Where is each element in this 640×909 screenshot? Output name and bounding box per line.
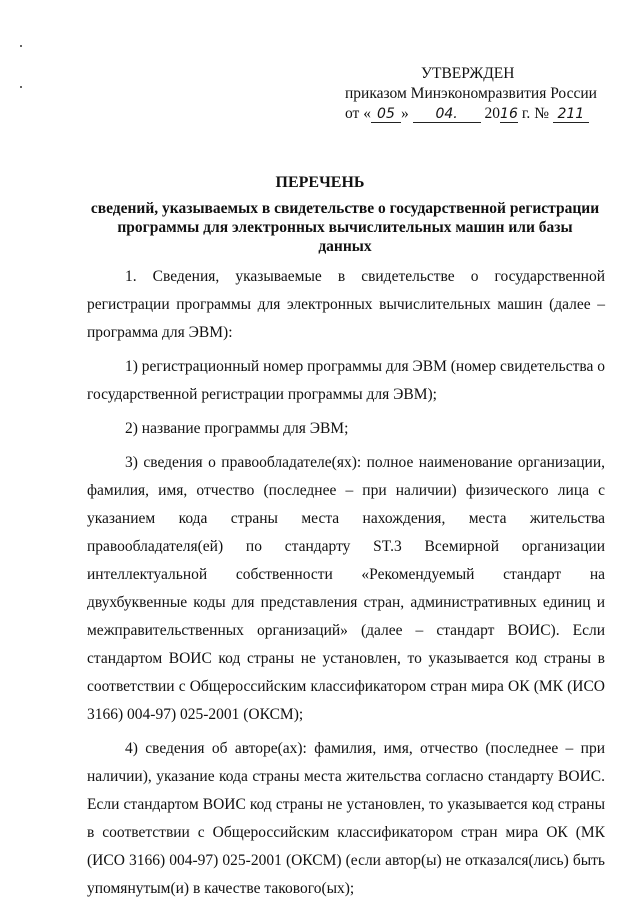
year-prefix: 20 xyxy=(484,105,500,122)
document-subtitle: сведений, указываемых в свидетельстве о государственной регистрации программы для электронных вычислительных машин или базы данных xyxy=(90,200,600,255)
margin-dot-bottom xyxy=(20,86,22,88)
document-body xyxy=(87,263,605,909)
day-suffix: » xyxy=(400,105,409,122)
approval-stamp xyxy=(345,64,615,124)
paragraph-1: 1. Сведения, указываемые в свидетельстве о государственной регистрации программы для электронных вычислительных машин (далее – программа для ЭВМ): xyxy=(87,268,605,341)
handwritten-year: 16 xyxy=(500,106,518,122)
year-label: г. xyxy=(521,105,531,122)
handwritten-month: 04. xyxy=(413,107,481,123)
number-label: № xyxy=(534,105,549,122)
paragraph-1-2: 2) название программы для ЭВМ; xyxy=(125,420,349,437)
date-prefix: от « xyxy=(345,105,371,122)
handwritten-day: 05 xyxy=(371,107,401,123)
paragraph-1-4: 4) сведения об авторе(ах): фамилия, имя, отчество (последнее – при наличии), указание кода страны места жительства согласно стандарту ВОИС. Если стандартом ВОИС код страны не установлен, то указывается код страны в соответствии с Общероссийским классификатором стран мира ОК (МК (ИСО 3166) 004-97) 025-2001 (ОКСМ) (если автор(ы) не отказался(лись) быть упомянутым(и) в качестве такового(ых); xyxy=(87,740,605,897)
approval-date-line xyxy=(345,104,615,124)
margin-dot-top xyxy=(20,45,22,47)
approval-by-order: приказом Минэкономразвития России xyxy=(345,85,597,102)
handwritten-number: 211 xyxy=(553,107,589,123)
approval-status: УТВЕРЖДЕН xyxy=(421,65,515,82)
document-title: ПЕРЕЧЕНЬ xyxy=(275,174,365,191)
paragraph-1-3: 3) сведения о правообладателе(ях): полное наименование организации, фамилия, имя, отчество (последнее – при наличии) физического лица с указанием кода страны места нахождения, места жительства правообладателя(ей) по стандарту ST.3 Всемирной организации интеллектуальной собственности «Рекомендуемый стандарт на двухбуквенные коды для представления стран, административных единиц и межправительственных организаций» (далее – стандарт ВОИС). Если стандартом ВОИС код страны не установлен, то указывается код страны в соответствии с Общероссийским классификатором стран мира ОК (МК (ИСО 3166) 004-97) 025-2001 (ОКСМ); xyxy=(87,454,605,723)
paragraph-1-1: 1) регистрационный номер программы для ЭВМ (номер свидетельства о государственной регистрации программы для ЭВМ); xyxy=(87,358,605,403)
